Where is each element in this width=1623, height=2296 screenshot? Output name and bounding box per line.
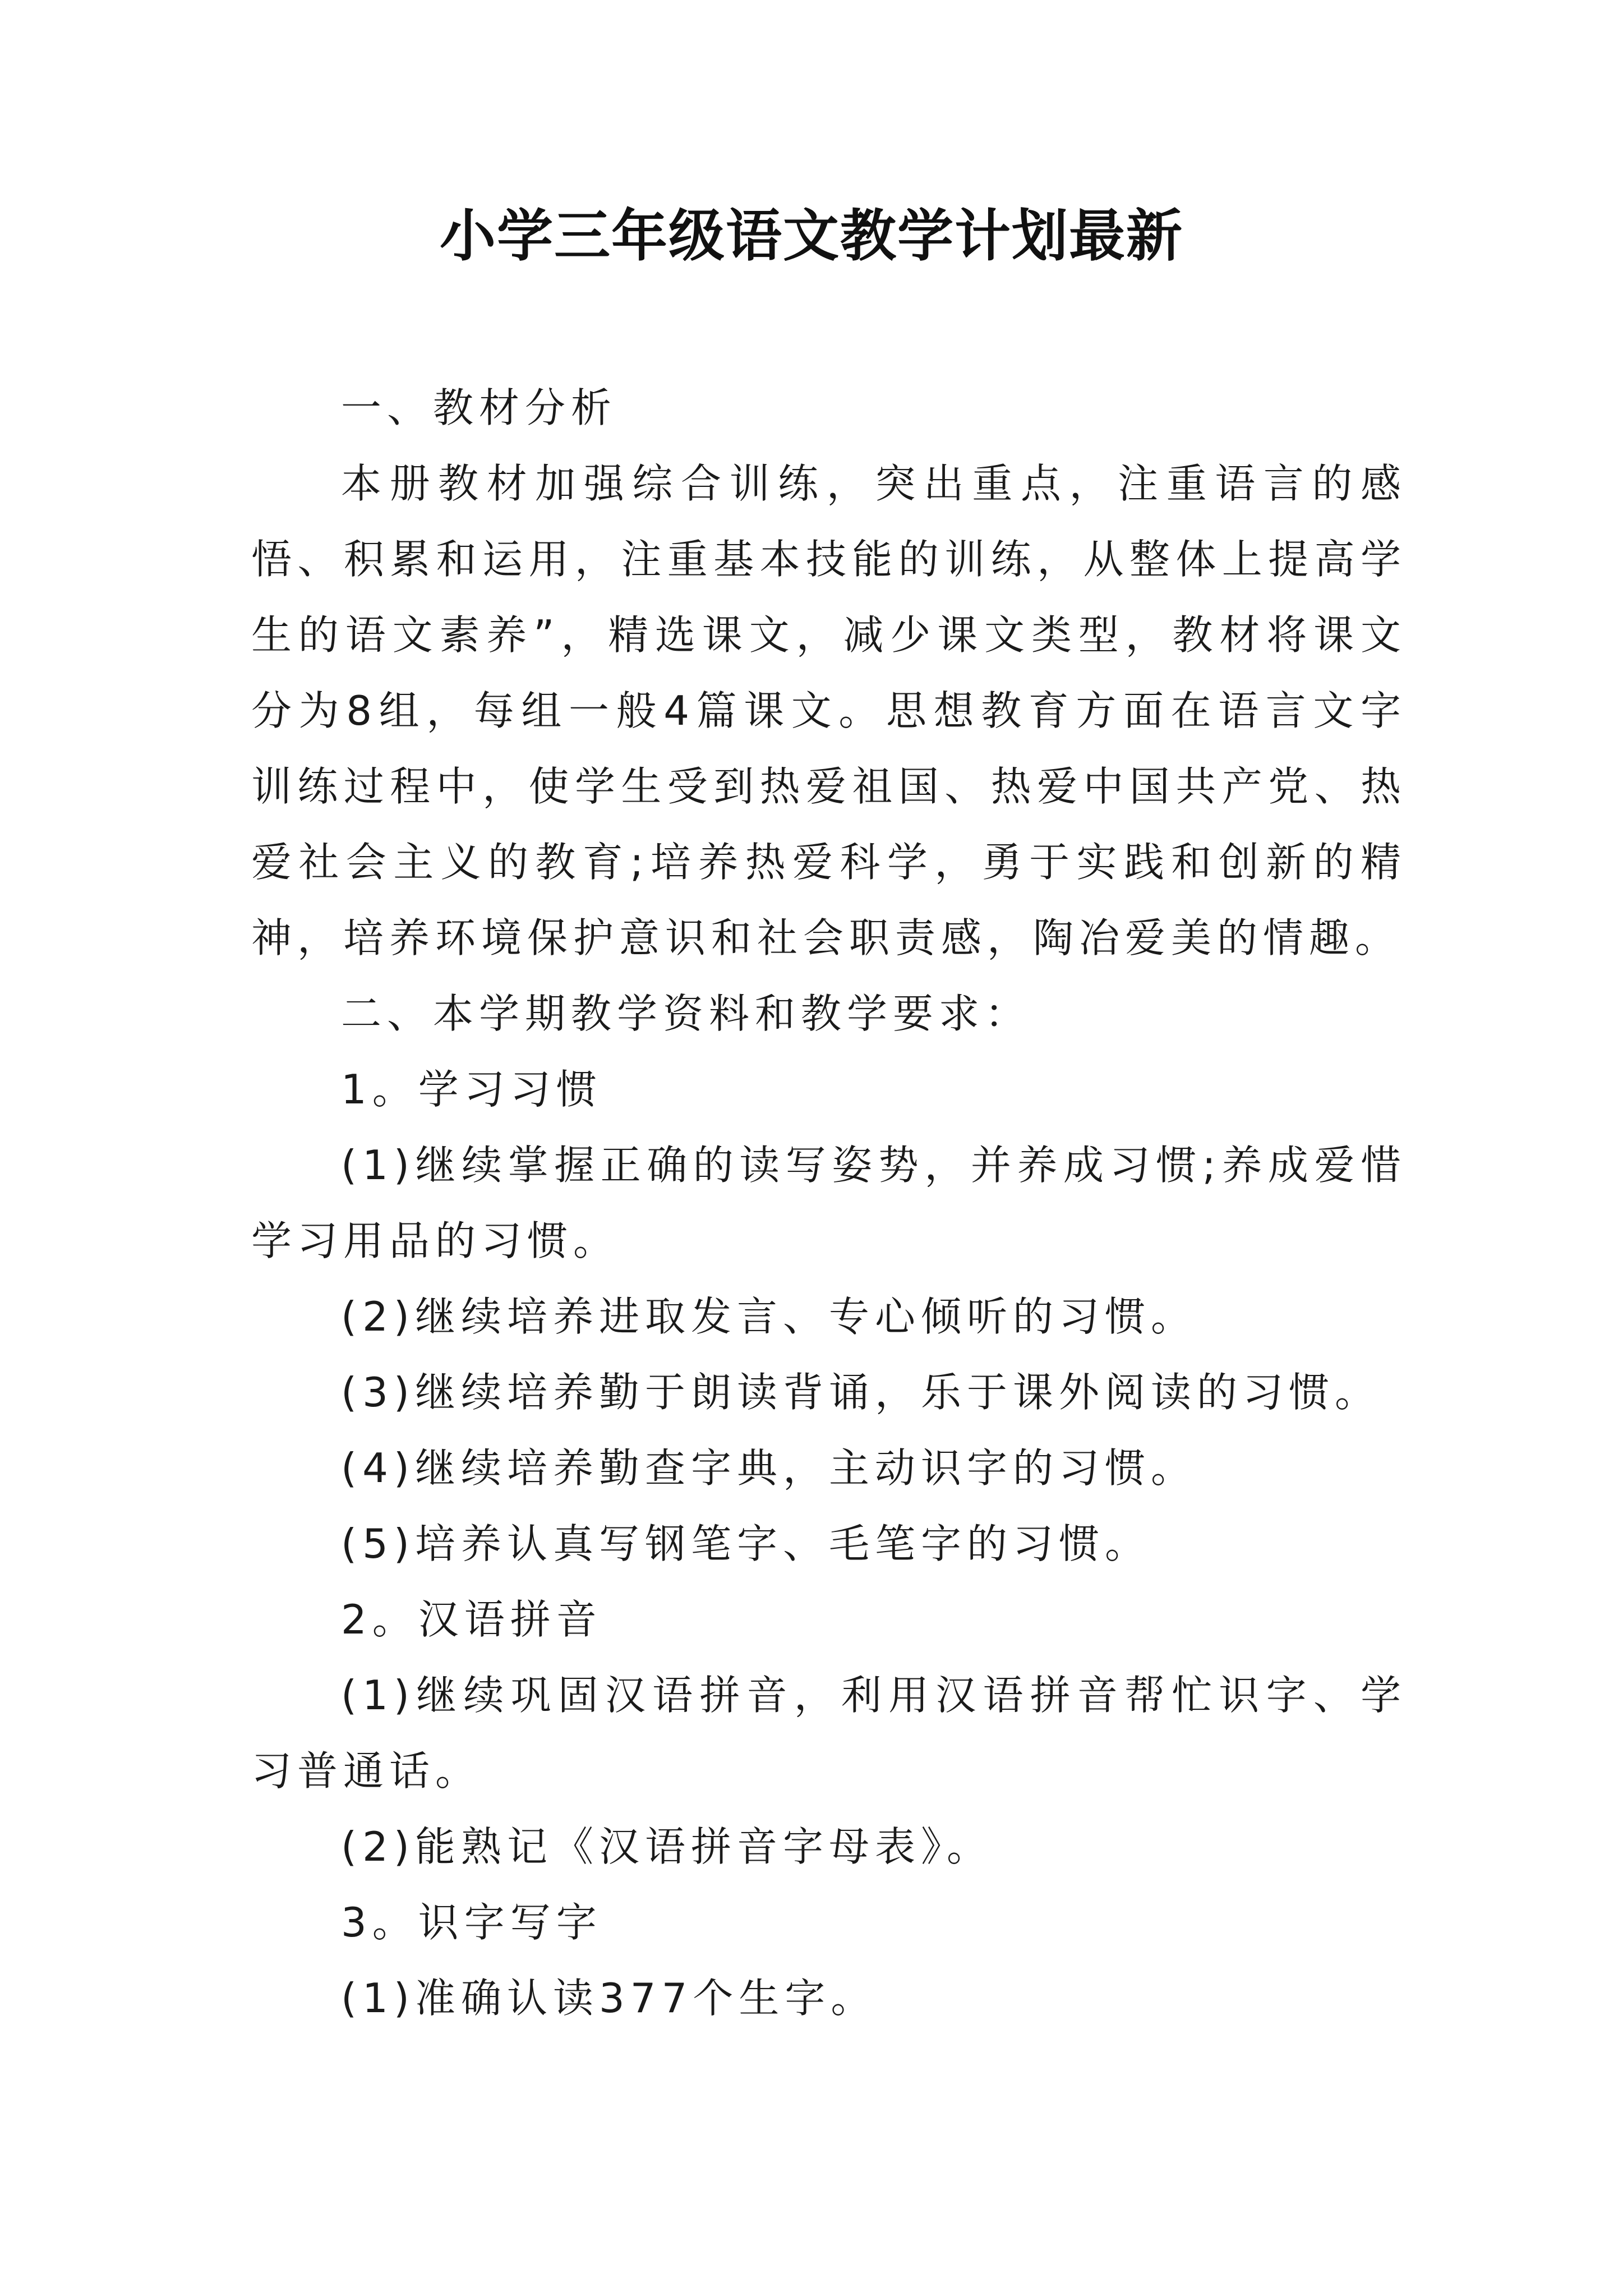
subheading-pinyin: 2。汉语拼音 [341,1596,602,1643]
list-item: (1)准确认读377个生字。 [341,1975,877,2022]
document-title: 小学三年级语文教学计划最新 [440,203,1183,269]
list-item: (4)继续培养勤查字典，主动识字的习惯。 [341,1444,1197,1492]
document-body [251,370,1407,2036]
list-item: (2)继续培养进取发言、专心倾听的习惯。 [341,1293,1197,1340]
paragraph-textbook-description: 本册教材加强综合训练，突出重点，注重语言的感悟、积累和运用，注重基本技能的训练，从整体上提高学生的语文素养”，精选课文，减少课文类型，教材将课文分为8组，每组一般4篇课文。思想教育方面在语言文字训练过程中，使学生受到热爱祖国、热爱中国共产党、热爱社会主义的教育;培养热爱科学，勇于实践和创新的精神，培养环境保护意识和社会职责感，陶冶爱美的情趣。 [251,460,1407,961]
list-item: (1)继续掌握正确的读写姿势，并养成习惯;养成爱惜学习用品的习惯。 [251,1142,1407,1264]
section-heading-textbook-analysis: 一、教材分析 [341,384,617,431]
list-item: (5)培养认真写钢笔字、毛笔字的习惯。 [341,1520,1151,1567]
list-item: (3)继续培养勤于朗读背诵，乐于课外阅读的习惯。 [341,1369,1381,1416]
subheading-study-habits: 1。学习习惯 [341,1066,602,1113]
subheading-literacy-writing: 3。识字写字 [341,1899,602,1946]
section-heading-content-requirements: 二、本学期教学资料和教学要求： [341,990,1031,1037]
list-item: (1)继续巩固汉语拼音，利用汉语拼音帮忙识字、学习普通话。 [251,1672,1407,1795]
list-item: (2)能熟记《汉语拼音字母表》。 [341,1823,993,1870]
